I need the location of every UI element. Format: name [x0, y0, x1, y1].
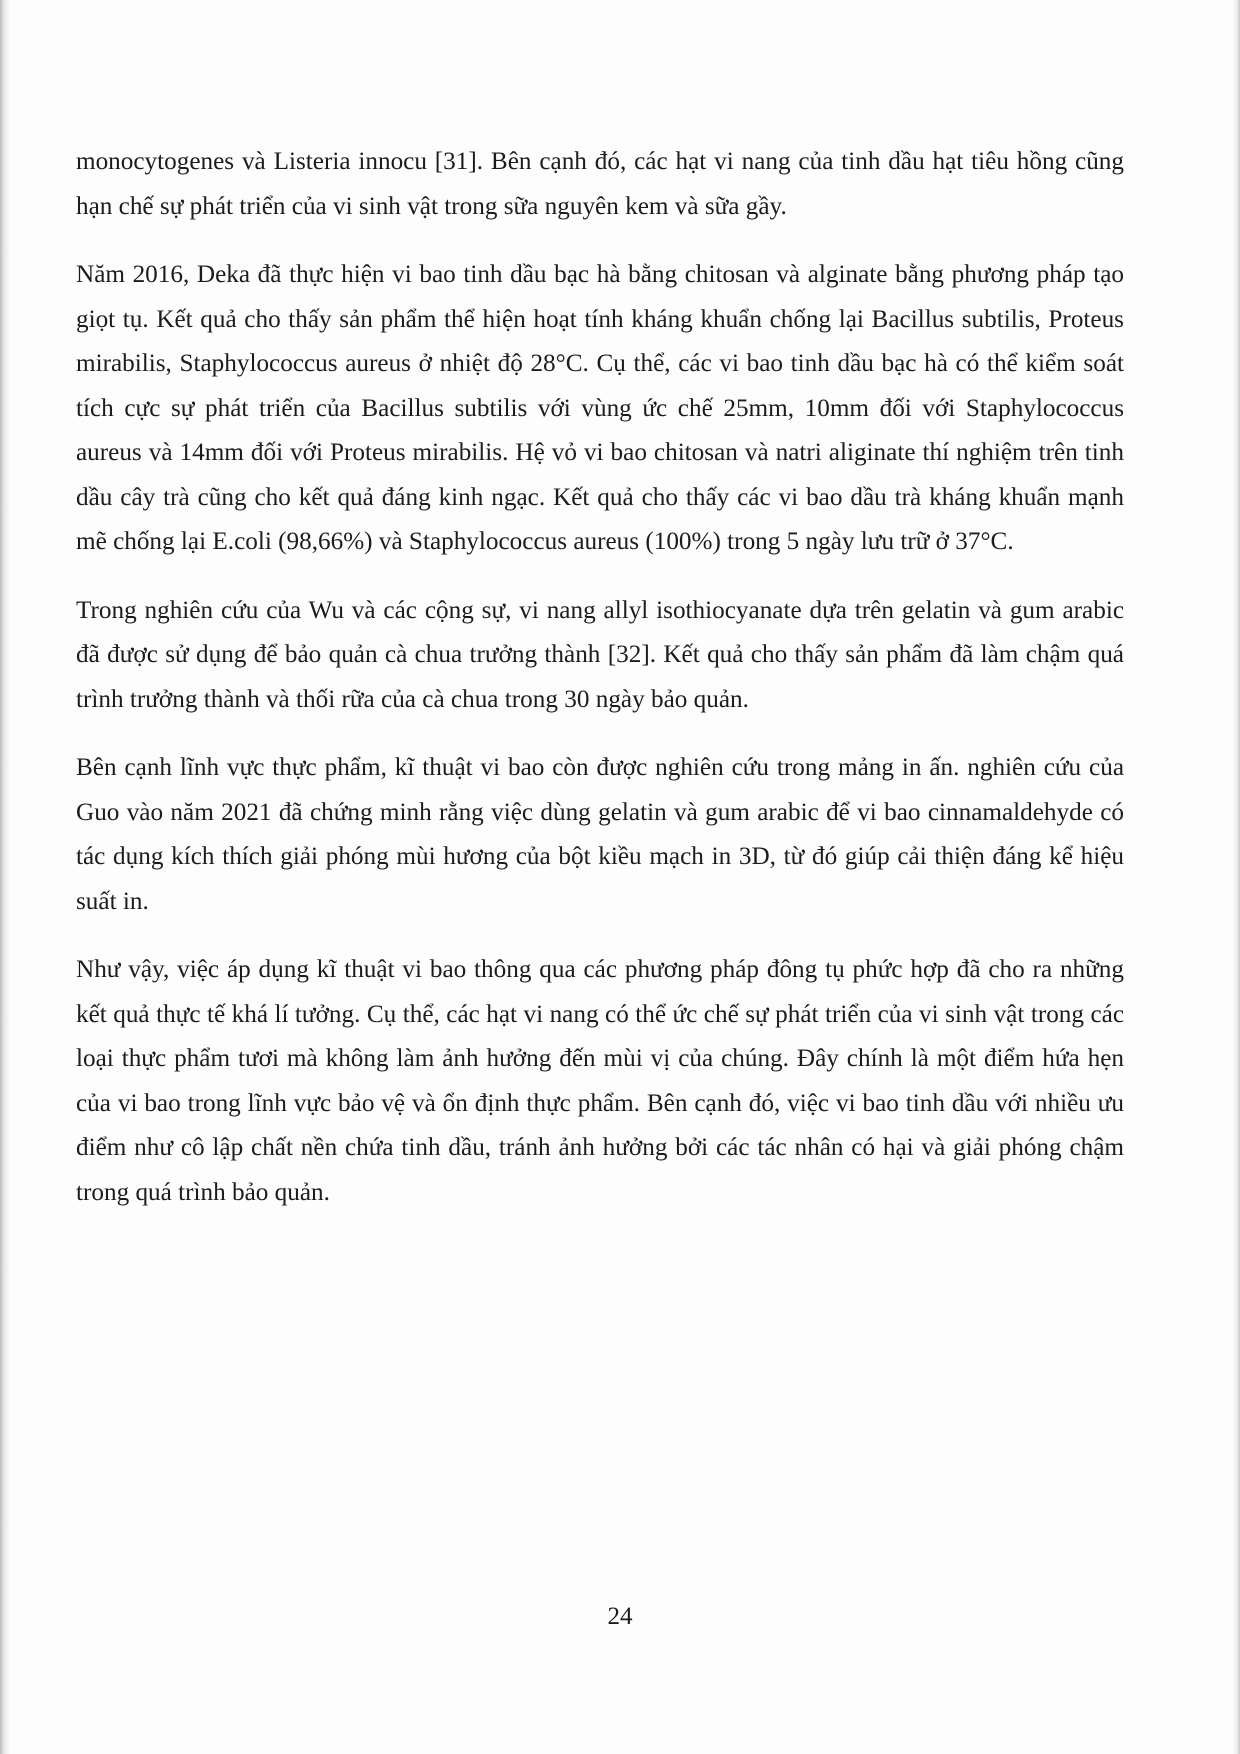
paragraph-guo-3d-printing: Bên cạnh lĩnh vực thực phẩm, kĩ thuật vi bao còn được nghiên cứu trong mảng in ấn. nghiên cứu của Guo vào năm 2021 đã chứng minh rằng việc dùng gelatin và gum arabic để vi bao cinnamaldehyde có tác dụng kích thích giải phóng mùi hương của bột kiều mạch in 3D, từ đó giúp cải thiện đáng kể hiệu suất in.	[76, 754, 1124, 915]
paragraph-listeria-pink-pepper: monocytogenes và Listeria innocu [31]. Bên cạnh đó, các hạt vi nang của tinh dầu hạt tiêu hồng cũng hạn chế sự phát triển của vi sinh vật trong sữa nguyên kem và sữa gầy.	[76, 148, 1124, 220]
paragraph-conclusion: Như vậy, việc áp dụng kĩ thuật vi bao thông qua các phương pháp đông tụ phức hợp đã cho ra những kết quả thực tế khá lí tưởng. Cụ thể, các hạt vi nang có thể ức chế sự phát triển của vi sinh vật trong các loại thực phẩm tươi mà không làm ảnh hưởng đến mùi vị của chúng. Đây chính là một điểm hứa hẹn của vi bao trong lĩnh vực bảo vệ và ổn định thực phẩm. Bên cạnh đó, việc vi bao tinh dầu với nhiều ưu điểm như cô lập chất nền chứa tinh dầu, tránh ảnh hưởng bởi các tác nhân có hại và giải phóng chậm trong quá trình bảo quản.	[76, 956, 1124, 1206]
paragraph-deka-mint-oil: Năm 2016, Deka đã thực hiện vi bao tinh dầu bạc hà bằng chitosan và alginate bằng phương pháp tạo giọt tụ. Kết quả cho thấy sản phẩm thể hiện hoạt tính kháng khuẩn chống lại Bacillus subtilis, Proteus mirabilis, Staphylococcus aureus ở nhiệt độ 28°C. Cụ thể, các vi bao tinh dầu bạc hà có thể kiểm soát tích cực sự phát triển của Bacillus subtilis với vùng ức chế 25mm, 10mm đối với Staphylococcus aureus và 14mm đối với Proteus mirabilis. Hệ vỏ vi bao chitosan và natri aliginate thí nghiệm trên tinh dầu cây trà cũng cho kết quả đáng kinh ngạc. Kết quả cho thấy các vi bao dầu trà kháng khuẩn mạnh mẽ chống lại E.coli (98,66%) và Staphylococcus aureus (100%) trong 5 ngày lưu trữ ở 37°C.	[76, 261, 1124, 555]
scan-edge-left	[0, 0, 10, 1754]
page-number: 24	[607, 1603, 633, 1630]
paragraph-wu-tomato: Trong nghiên cứu của Wu và các cộng sự, vi nang allyl isothiocyanate dựa trên gelatin và gum arabic đã được sử dụng để bảo quản cà chua trưởng thành [32]. Kết quả cho thấy sản phẩm đã làm chậm quá trình trưởng thành và thối rữa của cà chua trong 30 ngày bảo quản.	[76, 596, 1124, 713]
scan-edge-right	[1230, 0, 1240, 1754]
page-body	[76, 140, 1124, 1239]
